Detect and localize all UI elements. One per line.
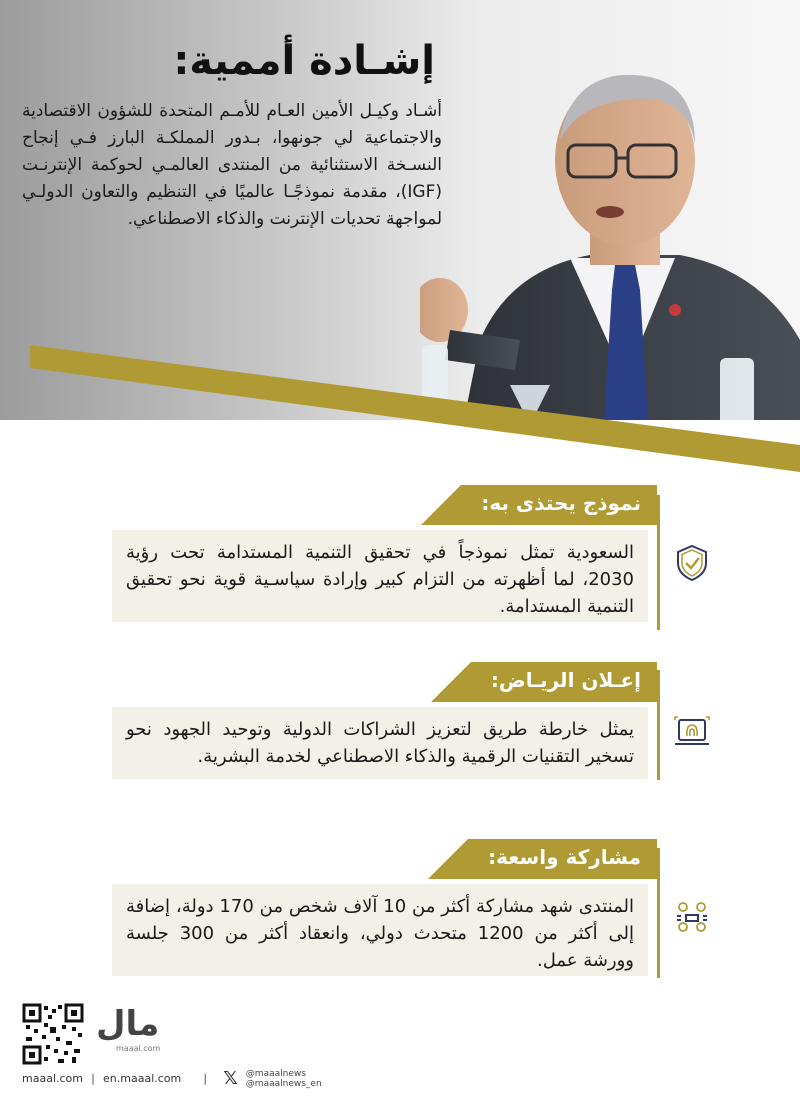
section-divider-line: [657, 848, 660, 978]
site-link-en[interactable]: en.maaal.com: [103, 1072, 182, 1085]
handle-ar: @maaalnews: [245, 1068, 306, 1079]
section-header-model: نموذج يحتذى به:: [461, 485, 657, 525]
section-divider-line: [657, 495, 660, 630]
logo-subtext: maaal.com: [116, 1044, 161, 1053]
section-body-model: السعودية تمثل نموذجاً في تحقيق التنمية المستدامة تحت رؤية 2030، لما أظهرته من التزام كبير وإرادة سياسـية قوية نحو تحقيق التنمية المستدامة.: [112, 530, 648, 622]
hero-section: [0, 0, 800, 420]
site-link-ar[interactable]: maaal.com: [22, 1072, 83, 1085]
hero-body: أشـاد وكيـل الأمين العـام للأمـم المتحدة للشؤون الاقتصادية والاجتماعية لي جونهوا، بـدور المملكـة البارز فـي إنجاح النسـخة الاستثنائية من المنتدى العالمـي لحوكمة الإنترنـت (IGF)، مقدمة نموذجًـا عالميًا في التنظيم والتعاون الدولـي لمواجهة تحديات الإنترنت والذكاء الاصطناعي.: [22, 101, 442, 229]
social-handles[interactable]: [246, 1069, 322, 1089]
section-body-participation: المنتدى شهد مشاركة أكثر من 10 آلاف شخص من 170 دولة، إضافة إلى أكثر من 1200 متحدث دولي، وانعقاد أكثر من 300 جلسة وورشة عمل.: [112, 884, 648, 976]
logo-text: مال: [96, 1004, 160, 1044]
brand-logo: [96, 1004, 160, 1053]
separator: |: [90, 1072, 96, 1085]
section-divider-line: [657, 670, 660, 780]
hero-title: إشـادة أممية:: [173, 38, 435, 84]
footer-links: [22, 1068, 322, 1089]
section-body-riyadh: يمثل خارطة طريق لتعزيز الشراكات الدولية وتوحيد الجهود نحو تسخير التقنيات الرقمية والذكاء الاصطناعي لخدمة البشرية.: [112, 707, 648, 779]
separator: |: [203, 1072, 208, 1085]
speaker-photo: [420, 40, 800, 420]
shield-check-icon: [672, 543, 712, 583]
laptop-fingerprint-icon: [672, 713, 712, 753]
meeting-people-icon: [672, 898, 712, 938]
section-header-participation: مشاركة واسعة:: [468, 839, 657, 879]
qr-code[interactable]: [22, 1003, 84, 1065]
x-twitter-icon[interactable]: 𝕏: [223, 1068, 238, 1089]
section-header-riyadh: إعـلان الريـاض:: [471, 662, 657, 702]
handle-en: @maaalnews_en: [245, 1078, 322, 1089]
